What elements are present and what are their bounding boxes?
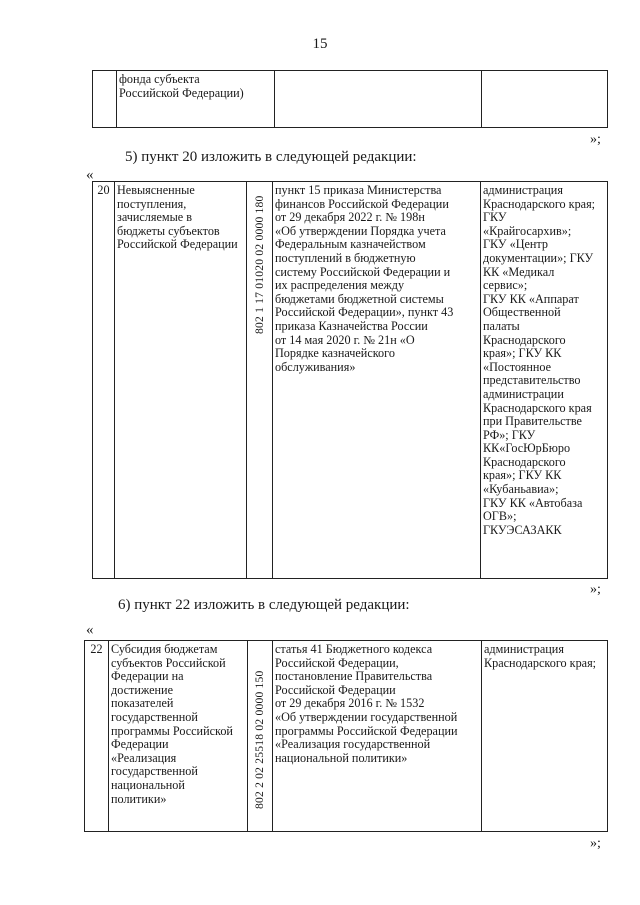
basis-line: обслуживания» — [275, 359, 356, 374]
name-line: Российской Федерации) — [119, 85, 244, 100]
basis-line: программы Российской Федерации — [275, 723, 458, 738]
admin-line: представительство — [483, 373, 581, 388]
basis-line: национальной политики» — [275, 750, 408, 765]
admin-line: при Правительстве — [483, 414, 582, 429]
legal-basis — [273, 182, 481, 579]
cell-name — [117, 71, 275, 128]
name-line: государственной — [111, 709, 198, 724]
admin-line: КК «Медикал — [483, 264, 555, 279]
name-line: Невыясненные — [117, 183, 195, 197]
basis-line: от 29 декабря 2016 г. № 1532 — [275, 696, 425, 711]
admin-line: администрации — [483, 386, 564, 401]
basis-line: пункт 15 приказа Министерства — [275, 183, 442, 197]
income-table-row-22 — [84, 640, 608, 832]
admin-line: администрация — [484, 642, 564, 656]
admin-line: «Постоянное — [483, 359, 552, 374]
row-number: 22 — [85, 641, 109, 832]
basis-line: постановление Правительства — [275, 669, 433, 684]
basis-line: бюджетами бюджетной системы — [275, 291, 444, 306]
admin-line: ГКУЭСАЗАКК — [483, 522, 562, 537]
admin-line: РФ»; ГКУ — [483, 427, 536, 442]
basis-line: Российской Федерации, — [275, 655, 399, 670]
name-line: Российской Федерации — [117, 237, 238, 252]
administrators — [481, 182, 608, 579]
income-name — [115, 182, 247, 579]
admin-line: палаты — [483, 318, 520, 333]
admin-line: сервис»; — [483, 278, 528, 293]
table-row — [93, 71, 608, 128]
name-line: достижение — [111, 682, 173, 697]
name-line: бюджеты субъектов — [117, 223, 220, 238]
income-name — [109, 641, 248, 832]
admin-line: ОГВ»; — [483, 509, 517, 524]
basis-line: Российской Федерации», пункт 43 — [275, 305, 454, 320]
close-quote: »; — [590, 836, 601, 851]
budget-code: 802 2 02 25518 02 0000 150 — [253, 670, 266, 809]
basis-line: поступлений в бюджетную — [275, 250, 416, 265]
cell-basis — [275, 71, 482, 128]
name-line: показателей — [111, 696, 174, 711]
basis-line: статья 41 Бюджетного кодекса — [275, 642, 433, 656]
name-line: фонда субъекта — [119, 72, 200, 86]
name-line: поступления, — [117, 196, 187, 211]
admin-line: Краснодарского края; — [483, 196, 596, 211]
basis-line: Порядке казначейского — [275, 346, 395, 361]
page-number: 15 — [312, 36, 328, 52]
income-table-row-20 — [92, 181, 608, 579]
admin-line: документации»; ГКУ — [483, 250, 594, 265]
name-line: программы Российской — [111, 723, 233, 738]
close-quote: »; — [590, 582, 601, 597]
name-line: Федерации — [111, 737, 169, 752]
name-line: «Реализация — [111, 750, 177, 765]
basis-line: «Об утверждении Порядка учета — [275, 223, 446, 238]
admin-line: ГКУ КК «Аппарат — [483, 291, 579, 306]
admin-line: края»; ГКУ КК — [483, 346, 562, 361]
basis-line: Российской Федерации — [275, 682, 396, 697]
budget-code-cell — [248, 641, 273, 832]
name-line: национальной — [111, 777, 185, 792]
admin-line: края»; ГКУ КК — [483, 468, 562, 483]
basis-line: их распределения между — [275, 278, 405, 293]
row-number: 20 — [93, 182, 115, 579]
admin-line: КК«ГосЮрБюро — [483, 441, 571, 456]
admin-line: ГКУ — [483, 210, 507, 225]
budget-code: 802 1 17 01020 02 0000 180 — [252, 195, 266, 334]
admin-line: администрация — [483, 183, 563, 197]
basis-line: от 29 декабря 2022 г. № 198н — [275, 210, 425, 225]
cell-number — [93, 71, 117, 128]
name-line: субъектов Российской — [111, 655, 226, 670]
name-line: Субсидия бюджетам — [111, 642, 218, 656]
admin-line: Краснодарского — [483, 332, 566, 347]
open-quote: « — [86, 167, 94, 183]
name-line: государственной — [111, 764, 198, 779]
close-quote: »; — [590, 132, 601, 147]
admin-line: Краснодарского края; — [484, 655, 597, 670]
admin-line: ГКУ КК «Автобаза — [483, 495, 583, 510]
budget-code-cell — [247, 182, 273, 579]
admin-line: Краснодарского края — [483, 400, 592, 415]
section-heading: 6) пункт 22 изложить в следующей редакции: — [118, 597, 410, 613]
table-row — [93, 182, 608, 579]
name-line: политики» — [111, 791, 167, 806]
basis-line: финансов Российской Федерации — [275, 196, 449, 211]
table-row — [85, 641, 608, 832]
cell-admin — [482, 71, 608, 128]
basis-line: приказа Казначейства России — [275, 318, 428, 333]
name-line: зачисляемые в — [117, 210, 193, 225]
basis-line: от 14 мая 2020 г. № 21н «О — [275, 332, 415, 347]
admin-line: Общественной — [483, 305, 561, 320]
legal-basis — [273, 641, 482, 832]
name-line: Федерации на — [111, 669, 184, 684]
open-quote: « — [86, 622, 94, 638]
admin-line: «Кубаньавиа»; — [483, 482, 559, 497]
admin-line: ГКУ «Центр — [483, 237, 549, 252]
basis-line: «Реализация государственной — [275, 737, 431, 752]
administrators — [482, 641, 608, 832]
basis-line: «Об утверждении государственной — [275, 709, 458, 724]
continuation-table — [92, 70, 608, 128]
section-heading: 5) пункт 20 изложить в следующей редакции: — [125, 149, 417, 165]
basis-line: систему Российской Федерации и — [275, 264, 451, 279]
admin-line: «Крайгосархив»; — [483, 223, 572, 238]
admin-line: Краснодарского — [483, 454, 566, 469]
basis-line: Федеральным казначейством — [275, 237, 426, 252]
